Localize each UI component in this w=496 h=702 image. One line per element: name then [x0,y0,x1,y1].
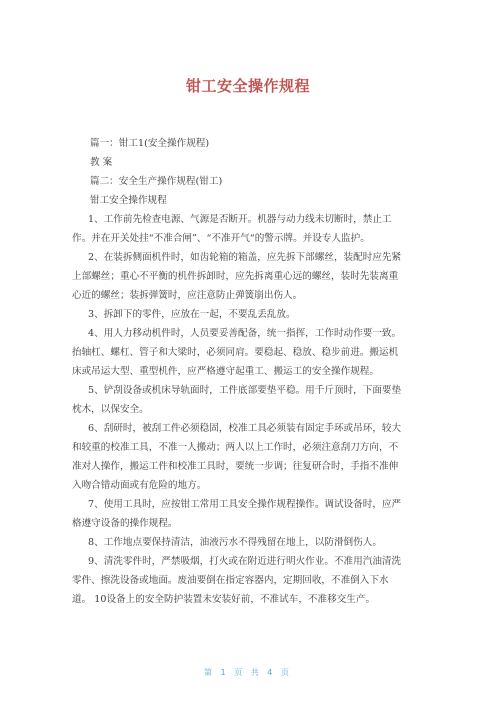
body-line: 零件、擦洗设备或地面。废油要倒在指定容器内，定期回收，不准倒入下水 [72,575,389,586]
body-line: 格遵守设备的操作规程。 [72,518,178,529]
body-line: 道。 10设备上的安全防护装置未安装好前，不准试车，不准移交生产。 [72,594,376,605]
body-line: 1、工作前先检查电源、气源是否断开。机器与动力线未切断时，禁止工 [88,214,392,225]
page-number-footer: 第 1 页 共 4 页 [204,668,292,677]
toc-line: 篇二：安全生产操作规程(钳工) [90,176,223,187]
body-line: 2、在装拆侧面机件时，如齿轮箱的箱盖，应先拆下部螺丝，装配时应先紧 [88,252,402,263]
body-line: 准对人操作，搬运工件和校准工具时，要统一步调；往复研合时，手指不准伸 [72,461,399,472]
toc-line: 教 案 [90,157,113,168]
body-line: 作。并在开关处挂“不准合闸”、“不准开气“的警示牌。并设专人监护。 [72,233,370,244]
body-line: 床或吊运大型、重型机件，应严格遵守起重工、搬运工的安全操作规程。 [72,366,379,377]
section-heading: 钳工安全操作规程 [90,195,167,206]
body-line: 3、拆卸下的零件，应放在一起，不要乱丢乱放。 [88,309,296,320]
body-line: 抬轴杠、螺杠、管子和大梁时，必须同肩。要稳起、稳放、稳步前进。搬运机 [72,347,399,358]
body-line: 心近的螺丝；装拆弹簧时，应注意防止弹簧崩出伤人。 [72,290,303,301]
paragraph-lines [72,210,424,609]
body-line: 4、用人力移动机件时，人员要妥善配备，统一指挥，工作时动作要一致。 [88,328,402,339]
body-line: 9、清洗零件时，严禁吸烟，打火或在附近进行明火作业。不准用汽油清洗 [88,556,402,567]
body-line: 上部螺丝；重心不平衡的机件拆卸时，应先拆离重心远的螺丝，装时先装离重 [72,271,399,282]
body-line: 和较重的校准工具，不准一人搬动；两人以上工作时，必须注意刮刀方向，不 [72,442,399,453]
body-line: 6、刮研时，被刮工件必须稳固，校准工具必须装有固定手环或吊环，较大 [88,423,402,434]
document-title: 钳工安全操作规程 [185,77,310,95]
document-body [72,134,424,609]
body-line: 8、工作地点要保持清洁，油液污水不得残留在地上，以防滑倒伤人。 [88,537,382,548]
body-line: 7、使用工具时，应按钳工常用工具安全操作规程操作。调试设备时，应严 [88,499,402,510]
body-line: 枕木，以保安全。 [72,404,149,415]
toc-line: 篇一：钳工1(安全操作规程) [90,138,210,149]
body-line: 入吻合错动面或有危险的地方。 [72,480,207,491]
body-line: 5、铲刮设备或机床导轨面时，工件底部要垫平稳。用千斤顶时，下面要垫 [88,385,402,396]
